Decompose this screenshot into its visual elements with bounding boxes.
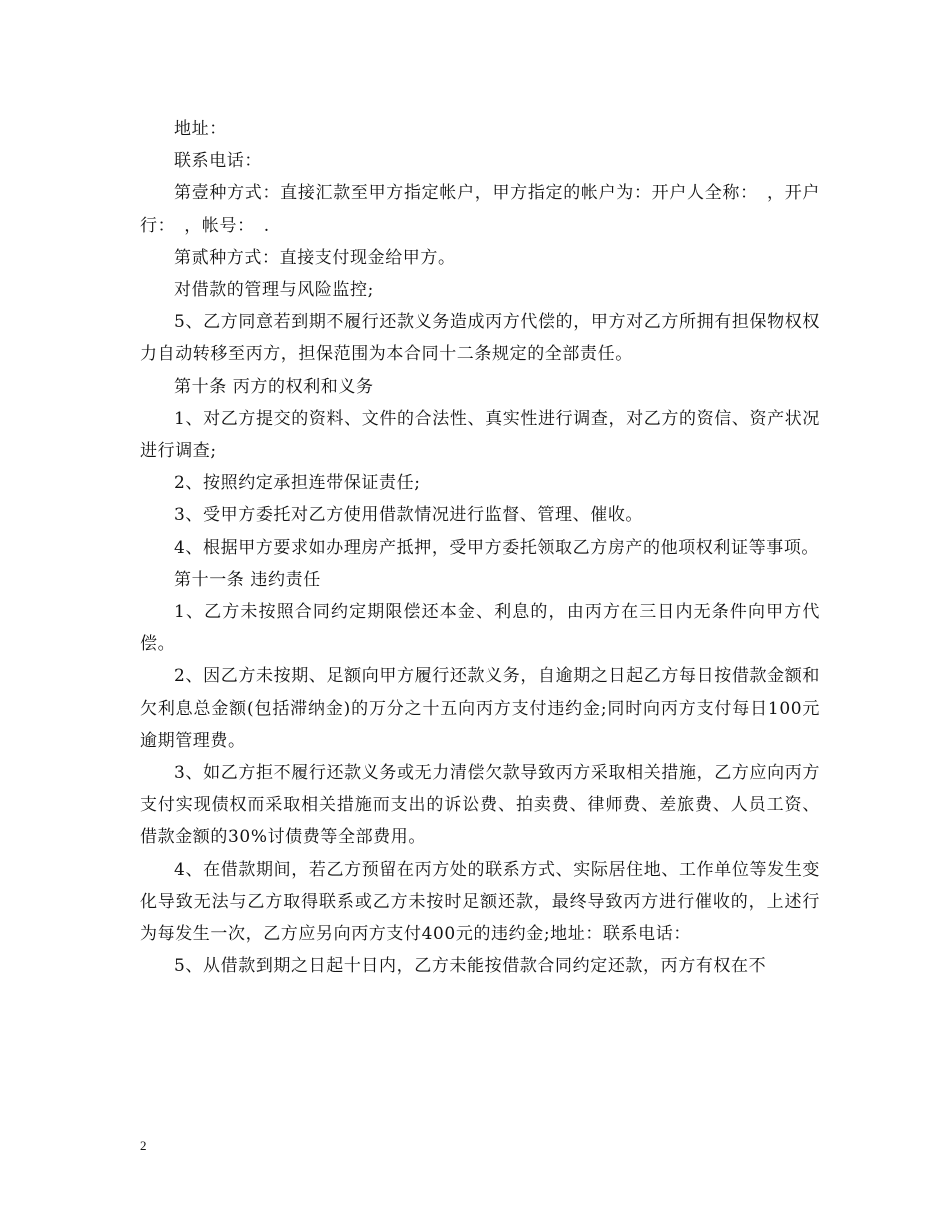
section-heading-10: 第十条 丙方的权利和义务 bbox=[174, 376, 374, 397]
page-number: 2 bbox=[140, 1138, 147, 1153]
paragraph-11-2: 2、因乙方未按期、足额向甲方履行还款义务，自逾期之日起乙方每日按借款金额和欠利息总金额(包括滞纳金)的万分之十五向丙方支付违约金;同时向丙方支付每日100元逾期管理费。 bbox=[140, 666, 820, 751]
section-heading-11: 第十一条 违约责任 bbox=[174, 569, 321, 590]
paragraph-10-1: 1、对乙方提交的资料、文件的合法性、真实性进行调查，对乙方的资信、资产状况进行调查; bbox=[140, 408, 820, 462]
document-body bbox=[140, 113, 820, 982]
paragraph-11-4: 4、在借款期间，若乙方预留在丙方处的联系方式、实际居住地、工作单位等发生变化导致无法与乙方取得联系或乙方未按时足额还款，最终导致丙方进行催收的，上述行为每发生一次，乙方应另向丙方支付400元的违约金;地址：联系电话： bbox=[140, 859, 820, 945]
paragraph-phone: 联系电话： bbox=[174, 151, 262, 172]
paragraph-address: 地址： bbox=[174, 119, 227, 139]
paragraph-11-3: 3、如乙方拒不履行还款义务或无力清偿欠款导致丙方采取相关措施，乙方应向丙方支付实现债权而采取相关措施而支出的诉讼费、拍卖费、律师费、差旅费、人员工资、借款金额的30%讨债费等全部费用。 bbox=[140, 763, 820, 848]
paragraph-risk-monitoring: 对借款的管理与风险监控; bbox=[174, 280, 374, 301]
paragraph-10-4: 4、根据甲方要求如办理房产抵押，受甲方委托领取乙方房产的他项权利证等事项。 bbox=[174, 537, 820, 558]
paragraph-payment-method-2: 第贰种方式：直接支付现金给甲方。 bbox=[174, 247, 456, 268]
paragraph-11-5: 5、从借款到期之日起十日内，乙方未能按借款合同约定还款，丙方有权在不 bbox=[174, 956, 767, 977]
paragraph-payment-method-1: 第壹种方式：直接汇款至甲方指定帐户，甲方指定的帐户为：开户人全称： ，开户行： ，帐号： . bbox=[140, 183, 820, 236]
paragraph-10-2: 2、按照约定承担连带保证责任; bbox=[174, 473, 421, 494]
paragraph-10-3: 3、受甲方委托对乙方使用借款情况进行监督、管理、催收。 bbox=[174, 505, 644, 526]
paragraph-11-1: 1、乙方未按照合同约定期限偿还本金、利息的，由丙方在三日内无条件向甲方代偿。 bbox=[140, 602, 820, 655]
paragraph-clause-5: 5、乙方同意若到期不履行还款义务造成丙方代偿的，甲方对乙方所拥有担保物权权力自动转移至丙方，担保范围为本合同十二条规定的全部责任。 bbox=[140, 312, 820, 365]
